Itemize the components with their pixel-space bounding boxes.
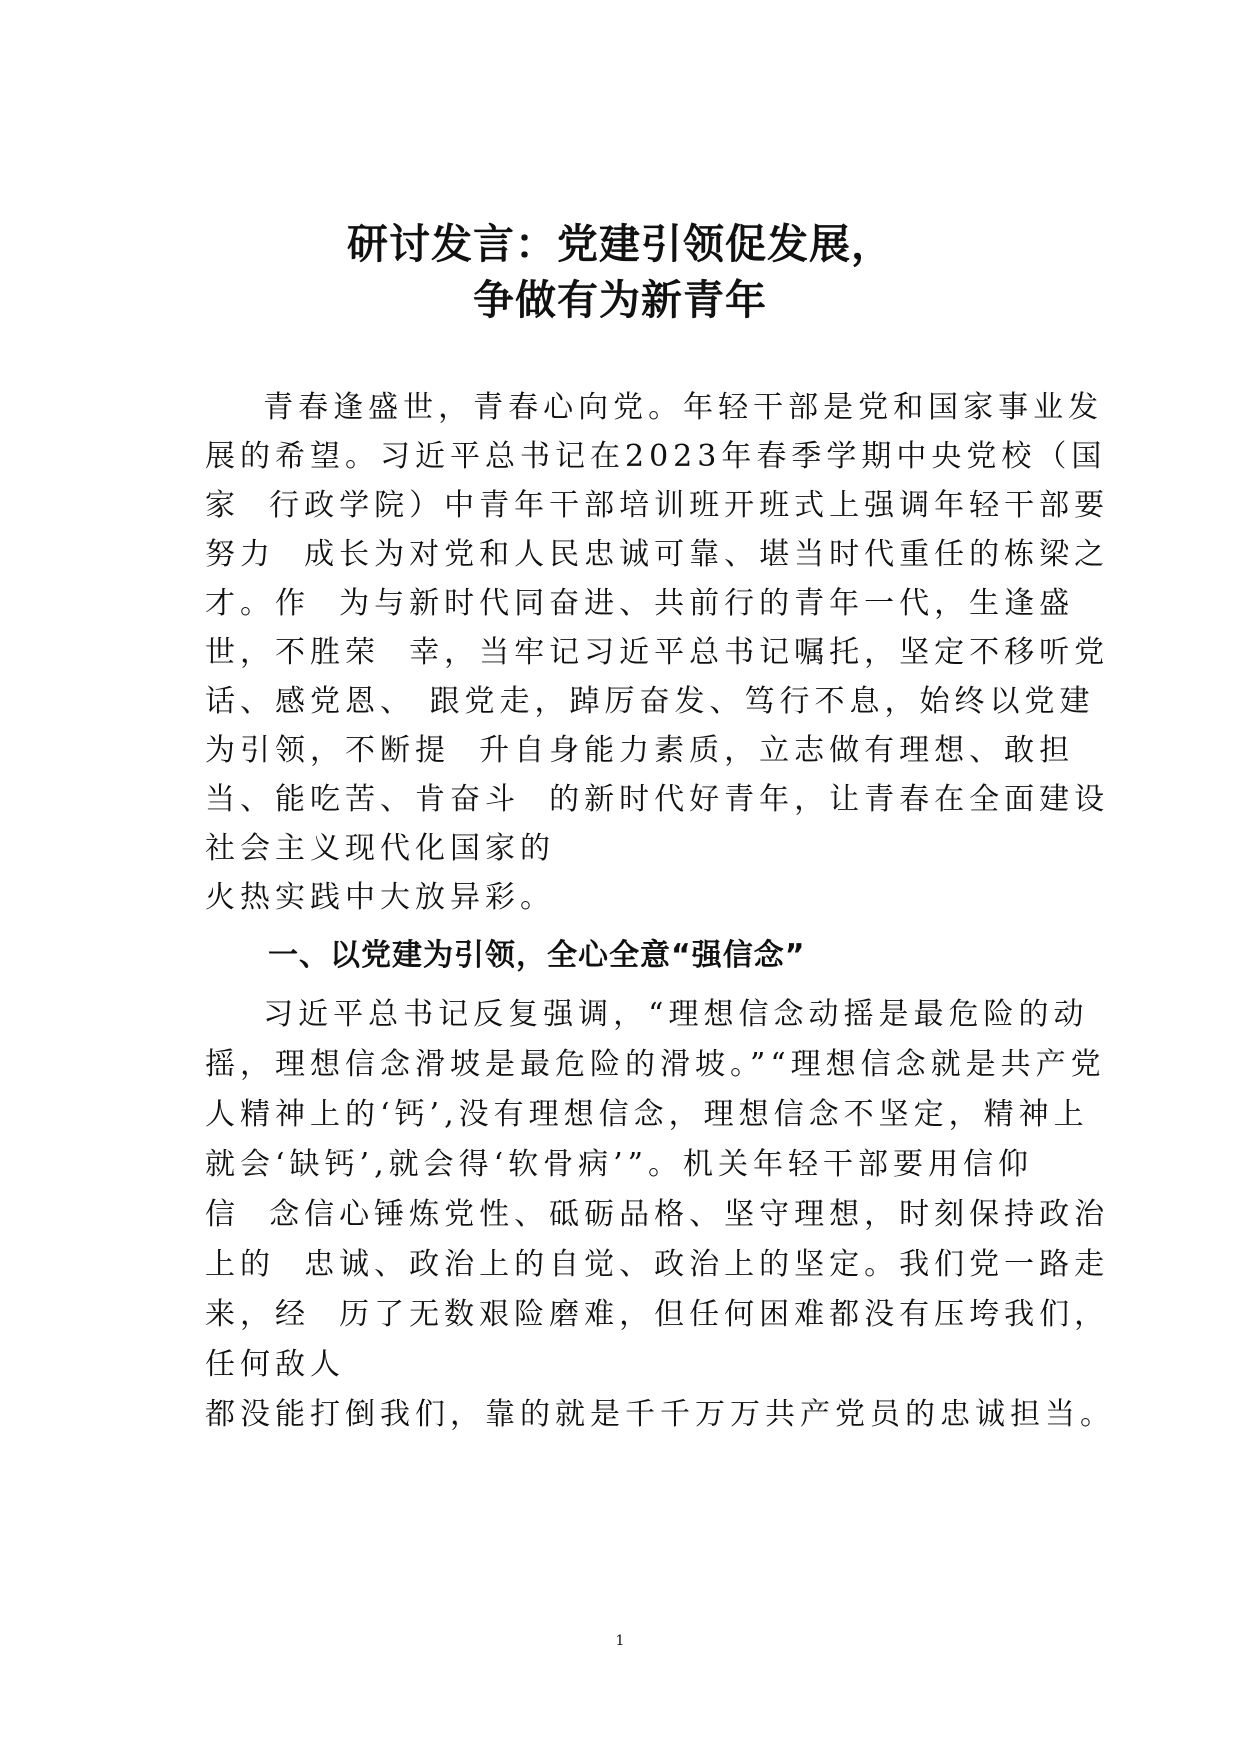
text-line: 才。作 为与新时代同奋进、共前行的青年一代，生逢盛 [205, 586, 1075, 621]
text-line: 展的希望。习近平总书记在2023年春季学期中央党校（国 [205, 439, 1107, 474]
text-line: 火热实践中大放异彩。 [205, 880, 555, 915]
text-line: 家 行政学院）中青年干部培训班开班式上强调年轻干部要 [205, 488, 1110, 523]
text-line: 习近平总书记反复强调，“理想信念动摇是最危险的动 [205, 997, 1089, 1032]
text-line: 话、感党恩、 跟党走，踔厉奋发、笃行不息，始终以党建 [205, 684, 1095, 719]
page-number: 1 [615, 1633, 625, 1649]
text-line: 社会主义现代化国家的 [205, 831, 555, 866]
text-line: 世，不胜荣 幸，当牢记习近平总书记嘱托，坚定不移听党 [205, 635, 1110, 670]
text-line: 就会‘缺钙’,就会得‘软骨病’”。机关年轻干部要用信仰 [205, 1147, 1034, 1182]
text-line: 当、能吃苦、肯奋斗 的新时代好青年，让青春在全面建设 [205, 782, 1110, 817]
section-heading: 一、以党建为引领，全心全意“强信念” [268, 938, 806, 973]
text-line: 上的 忠诚、政治上的自觉、政治上的坚定。我们党一路走 [205, 1247, 1110, 1282]
text-line: 信 念信心锤炼党性、砥砺品格、坚守理想，时刻保持政治 [205, 1197, 1110, 1232]
text-line: 摇，理想信念滑坡是最危险的滑坡。”“理想信念就是共产党 [205, 1047, 1106, 1082]
document-title-line-1: 研讨发言：党建引领促发展， [347, 220, 893, 268]
text-line: 来，经 历了无数艰险磨难，但任何困难都没有压垮我们， [205, 1297, 1110, 1332]
text-line: 努力 成长为对党和人民忠诚可靠、堪当时代重任的栋梁之 [205, 537, 1110, 572]
text-line: 人精神上的‘钙’,没有理想信念，理想信念不坚定，精神上 [205, 1097, 1089, 1132]
text-line: 都没能打倒我们，靠的就是千千万万共产党员的忠诚担当。 [205, 1397, 1115, 1432]
text-line: 青春逢盛世，青春心向党。年轻干部是党和国家事业发 [205, 390, 1104, 425]
text-line: 任何敌人 [205, 1347, 345, 1382]
text-line: 为引领，不断提 升自身能力素质，立志做有理想、敢担 [205, 733, 1075, 768]
document-title-line-2: 争做有为新青年 [473, 276, 767, 324]
